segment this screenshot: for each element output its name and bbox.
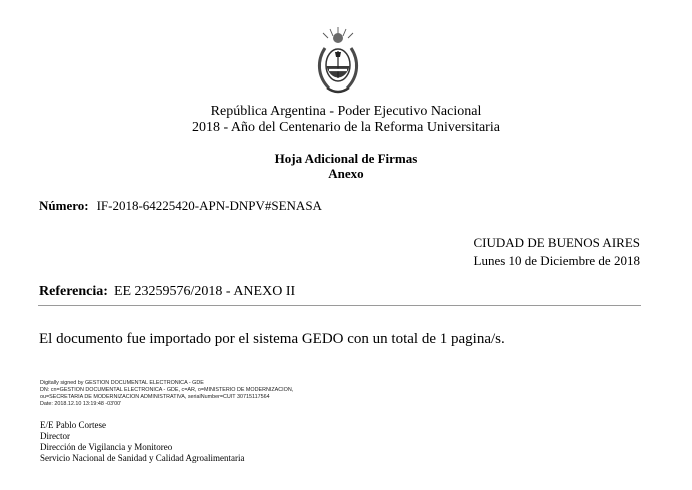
signer-role: Director <box>40 431 70 441</box>
digital-signature-line-3: ou=SECRETARIA DE MODERNIZACION ADMINISTRATIVA, serialNumber=CUIT 30715117564 <box>40 394 270 400</box>
signer-name: E/E Pablo Cortese <box>40 420 106 430</box>
reference <box>39 284 295 300</box>
signer-organization: Servicio Nacional de Sanidad y Calidad Agroalimentaria <box>40 453 245 463</box>
title-line-2: Anexo <box>328 166 364 181</box>
place-and-date <box>474 234 640 270</box>
header-line-2: 2018 - Año del Centenario de la Reforma Universitaria <box>192 120 500 135</box>
digital-signature-line-4: Date: 2018.12.10 13:19:48 -03'00' <box>40 401 122 407</box>
divider <box>38 305 641 306</box>
argentina-coat-of-arms-icon <box>315 26 361 98</box>
document-number-label: Número: <box>39 198 89 213</box>
date: Lunes 10 de Diciembre de 2018 <box>473 253 640 268</box>
digital-signature-block <box>40 380 293 408</box>
title-line-1: Hoja Adicional de Firmas <box>274 151 418 166</box>
reference-value: EE 23259576/2018 - ANEXO II <box>113 284 296 299</box>
document-title <box>0 151 692 181</box>
document-number <box>39 198 322 214</box>
body-text: El documento fue importado por el sistema GEDO con un total de 1 pagina/s. <box>39 331 505 347</box>
document-header <box>0 104 692 136</box>
document-number-value: IF-2018-64225420-APN-DNPV#SENASA <box>96 198 322 213</box>
signer-office: Dirección de Vigilancia y Monitoreo <box>40 442 173 452</box>
header-line-1: República Argentina - Poder Ejecutivo Nacional <box>210 104 482 119</box>
signer-block <box>40 420 244 464</box>
digital-signature-line-2: DN: cn=GESTION DOCUMENTAL ELECTRONICA - GDE, c=AR, o=MINISTERIO DE MODERNIZACION, <box>40 387 294 393</box>
city: CIUDAD DE BUENOS AIRES <box>473 235 640 250</box>
digital-signature-line-1: Digitally signed by GESTION DOCUMENTAL ELECTRONICA - GDE <box>40 380 204 386</box>
reference-label: Referencia: <box>39 284 108 299</box>
